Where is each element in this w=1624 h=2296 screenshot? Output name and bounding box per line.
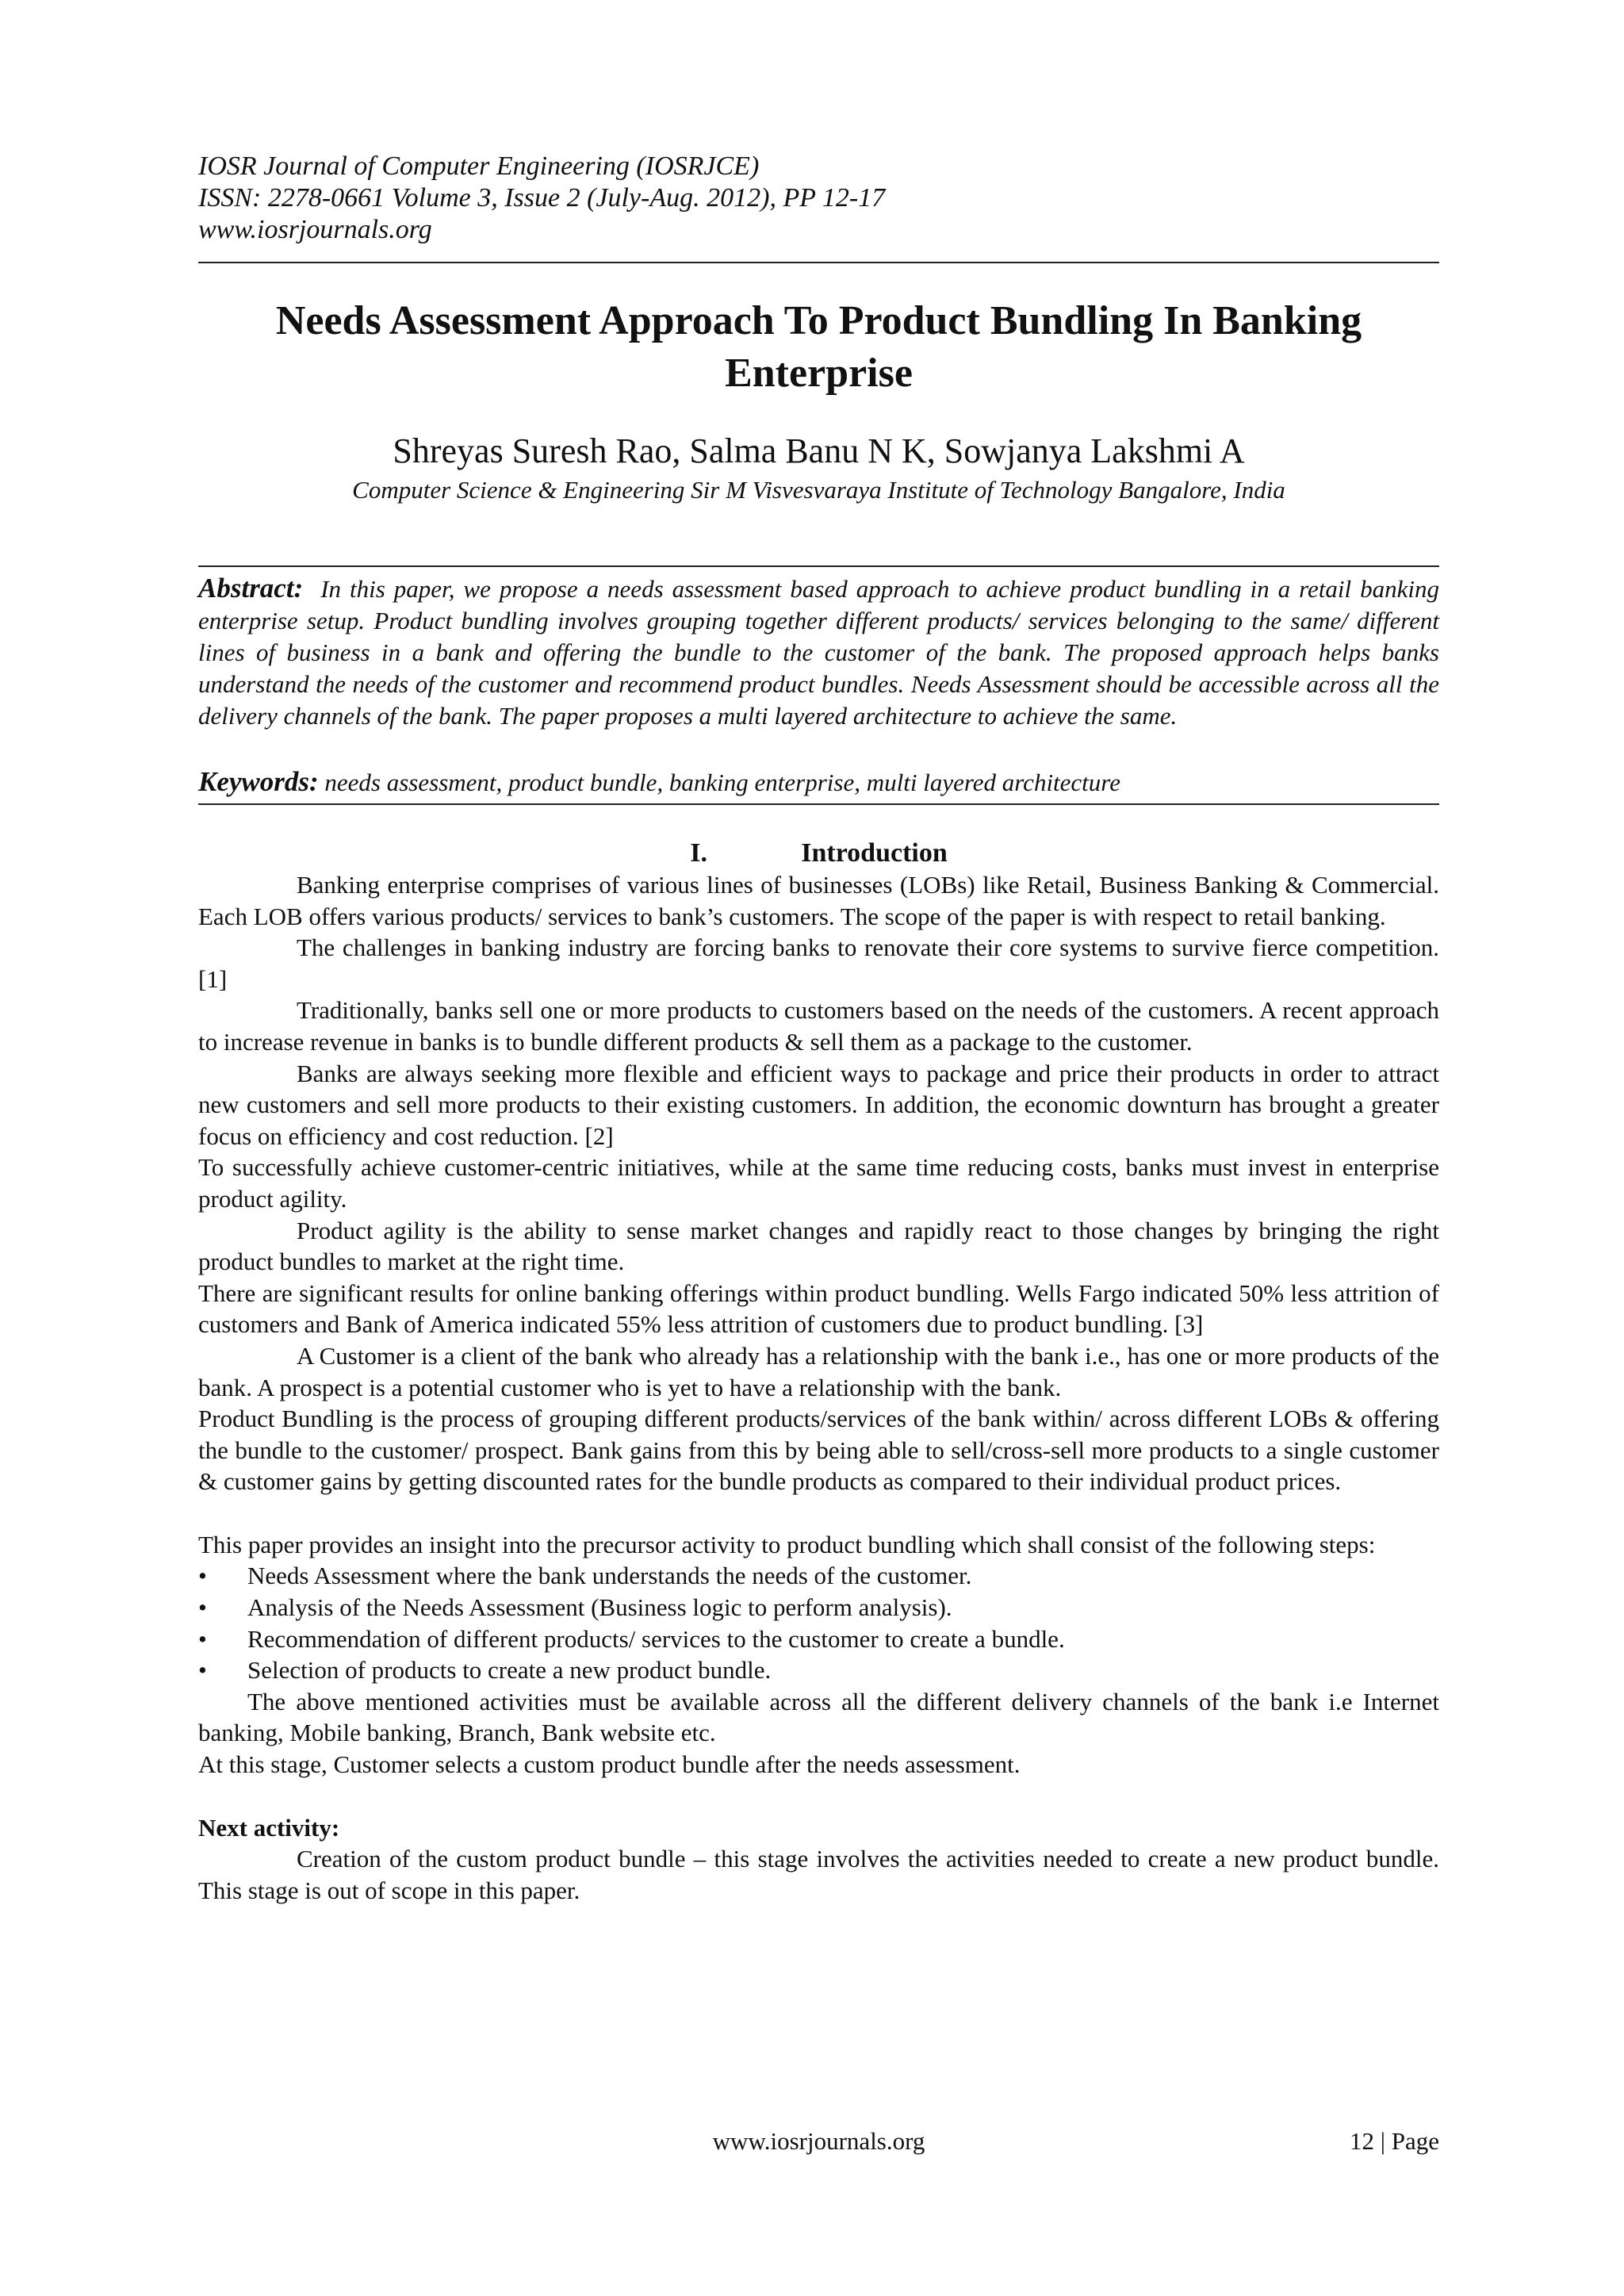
section-number: I.	[690, 838, 707, 868]
footer-site-link[interactable]: www.iosrjournals.org	[712, 2127, 925, 2155]
keywords-text: needs assessment, product bundle, banking enterprise, multi layered architecture	[324, 769, 1120, 796]
paragraph: The above mentioned activities must be available across all the different delivery channels of the bank i.e Internet banking, Mobile banking, Branch, Bank website etc.	[198, 1687, 1439, 1747]
title-line-2: Enterprise	[725, 351, 913, 396]
journal-name: IOSR Journal of Computer Engineering (IOSRJCE)	[198, 151, 760, 181]
bullet-icon: •	[198, 1593, 207, 1622]
authors: Shreyas Suresh Rao, Salma Banu N K, Sowjanya Lakshmi A	[393, 431, 1245, 470]
list-item	[198, 1623, 1439, 1655]
list-item-text: Analysis of the Needs Assessment (Business logic to perform analysis).	[247, 1593, 952, 1622]
section-title: Introduction	[801, 838, 948, 868]
body-text	[198, 869, 1439, 1906]
spacer	[198, 1497, 1439, 1529]
paragraph: Product agility is the ability to sense market changes and rapidly react to those changes by bringing the right product bundles to market at the right time.	[198, 1216, 1439, 1276]
paragraph: To successfully achieve customer-centric initiatives, while at the same time reducing costs, banks must invest in enterprise product agility.	[198, 1153, 1439, 1213]
journal-site-link[interactable]: www.iosrjournals.org	[198, 215, 432, 244]
paragraph: Product Bundling is the process of grouping different products/services of the bank within/ across different LOBs & offering the bundle to the customer/ prospect. Bank gains from this by being able to sell/cross-sell more products to a single customer & customer gains by getting discounted rates for the bundle products as compared to their individual product prices.	[198, 1405, 1439, 1496]
abstract-top-divider	[198, 565, 1439, 567]
paragraph: Banks are always seeking more flexible and efficient ways to package and price their products in order to attract new customers and sell more products to their existing customers. In addition, the economic downturn has brought a greater focus on efficiency and cost reduction. [2]	[198, 1059, 1439, 1150]
list-item	[198, 1592, 1439, 1623]
paragraph: Creation of the custom product bundle – this stage involves the activities needed to create a new product bundle. This stage is out of scope in this paper.	[198, 1845, 1439, 1904]
bullet-icon: •	[198, 1624, 207, 1653]
paragraph: Traditionally, banks sell one or more products to customers based on the needs of the customers. A recent approach to increase revenue in banks is to bundle different products & sell them as a package to the customer.	[198, 996, 1439, 1056]
journal-issn: ISSN: 2278-0661 Volume 3, Issue 2 (July-Aug. 2012), PP 12-17	[198, 183, 886, 213]
bullet-icon: •	[198, 1562, 207, 1590]
header-divider	[198, 262, 1439, 263]
abstract-text: In this paper, we propose a needs assessment based approach to achieve product bundling in a retail banking enterprise setup. Product bundling involves grouping together different products/ services belonging to the same/ different lines of business in a bank and offering the bundle to the customer of the bank. The proposed approach helps banks understand the needs of the customer and recommend product bundles. Needs Assessment should be accessible across all the delivery channels of the bank. The paper proposes a multi layered architecture to achieve the same.	[198, 575, 1440, 730]
list-item-text: Needs Assessment where the bank understands the needs of the customer.	[247, 1562, 972, 1590]
paragraph: A Customer is a client of the bank who already has a relationship with the bank i.e., has one or more products of the bank. A prospect is a potential customer who is yet to have a relationship with the bank.	[198, 1341, 1439, 1401]
spacer	[198, 1780, 1439, 1812]
paragraph: There are significant results for online banking offerings within product bundling. Wells Fargo indicated 50% less attrition of customers and Bank of America indicated 55% less attrition of customers due to product bundling. [3]	[198, 1278, 1439, 1339]
title-line-1: Needs Assessment Approach To Product Bundling In Banking	[275, 298, 1362, 343]
paragraph: Banking enterprise comprises of various lines of businesses (LOBs) like Retail, Business Banking & Commercial. Each LOB offers various products/ services to bank’s customers. The scope of the paper is with respect to retail banking.	[198, 871, 1439, 930]
list-item-text: Selection of products to create a new product bundle.	[247, 1656, 772, 1685]
list-item-text: Recommendation of different products/ services to the customer to create a bundle.	[247, 1624, 1065, 1653]
subheading-next-activity: Next activity:	[198, 1813, 340, 1842]
abstract-bottom-divider	[198, 803, 1439, 805]
keywords-label: Keywords:	[198, 766, 319, 797]
paragraph: The challenges in banking industry are forcing banks to renovate their core systems to survive fierce competition. [1]	[198, 933, 1439, 993]
paragraph: This paper provides an insight into the precursor activity to product bundling which shall consist of the following steps:	[198, 1530, 1376, 1558]
bullet-icon: •	[198, 1656, 207, 1685]
section-heading	[198, 838, 1439, 869]
paragraph: At this stage, Customer selects a custom product bundle after the needs assessment.	[198, 1750, 1021, 1779]
abstract-label: Abstract:	[198, 573, 304, 604]
paper-title	[198, 295, 1439, 400]
page-number: 12 | Page	[1350, 2127, 1439, 2155]
list-item	[198, 1560, 1439, 1592]
list-item	[198, 1654, 1439, 1686]
affiliation: Computer Science & Engineering Sir M Visvesvaraya Institute of Technology Bangalore, India	[352, 476, 1285, 504]
journal-header	[198, 151, 1439, 246]
keywords	[198, 766, 1439, 799]
steps-list	[198, 1560, 1439, 1685]
abstract	[198, 573, 1439, 732]
